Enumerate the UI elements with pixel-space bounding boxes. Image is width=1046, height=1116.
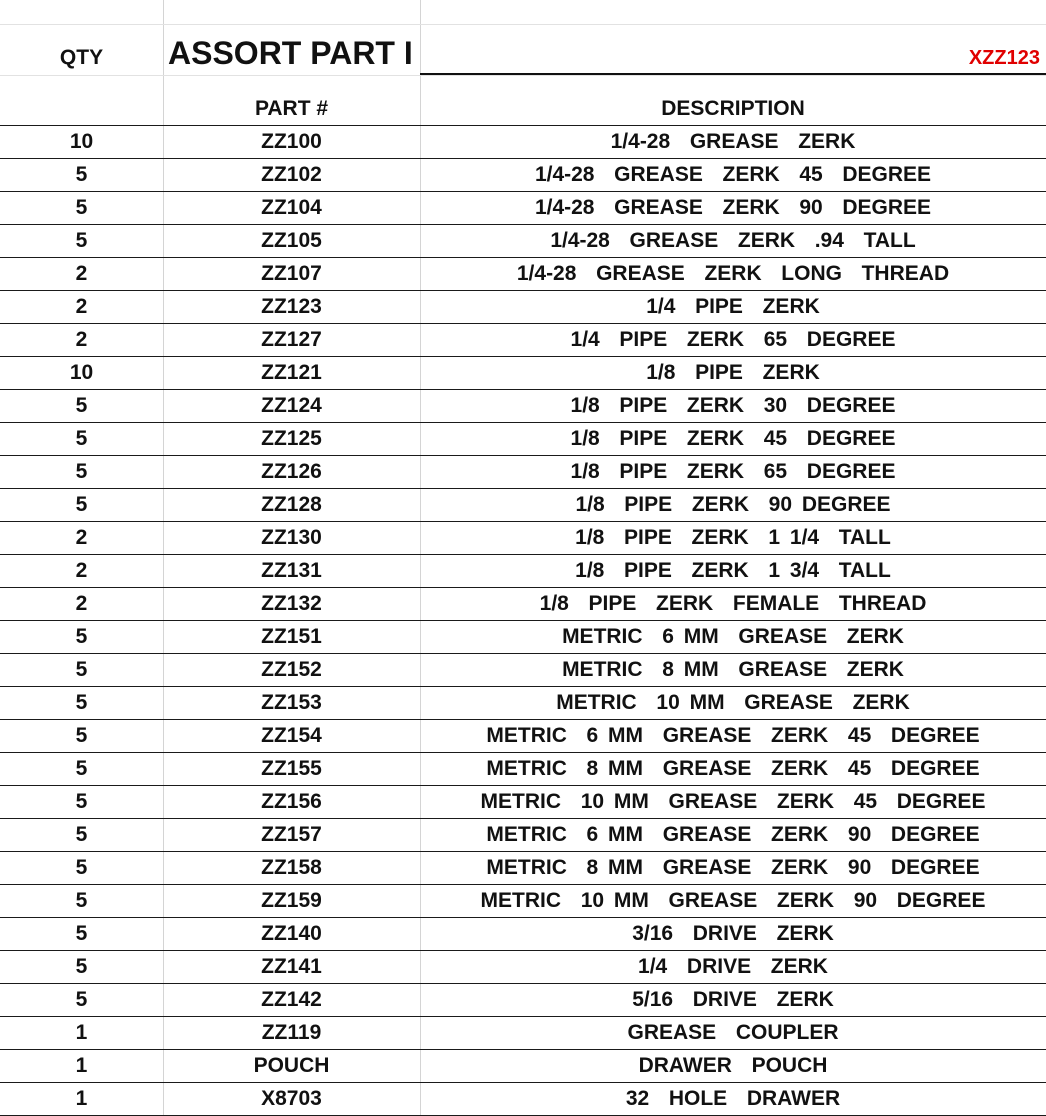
part-number-cell: ZZ140 [261, 922, 322, 945]
qty-cell: 10 [69, 361, 94, 384]
description-cell: METRIC 10 MM GREASE ZERK 90 DEGREE [480, 889, 986, 912]
part-number-cell: ZZ121 [261, 361, 322, 384]
qty-cell: 10 [69, 130, 94, 153]
qty-cell: 5 [75, 724, 88, 747]
part-number-cell: POUCH [253, 1054, 330, 1077]
part-number-cell: ZZ128 [261, 493, 322, 516]
qty-cell: 2 [75, 526, 88, 549]
description-cell: 1/4-28 GREASE ZERK .94 TALL [550, 229, 916, 252]
qty-cell: 5 [75, 658, 88, 681]
qty-cell: 5 [75, 922, 88, 945]
qty-cell: 5 [75, 691, 88, 714]
description-cell: 1/8 PIPE ZERK 1 1/4 TALL [575, 526, 891, 549]
description-cell: METRIC 6 MM GREASE ZERK 90 DEGREE [486, 823, 980, 846]
part-number-cell: ZZ123 [261, 295, 322, 318]
description-cell: 1/8 PIPE ZERK 65 DEGREE [570, 460, 896, 483]
kit-code: XZZ123 [968, 46, 1040, 69]
description-cell: 1/4-28 GREASE ZERK 45 DEGREE [534, 163, 932, 186]
part-number-cell: ZZ157 [261, 823, 322, 846]
part-number-cell: ZZ156 [261, 790, 322, 813]
qty-cell: 2 [75, 328, 88, 351]
qty-cell: 5 [75, 790, 88, 813]
part-number-cell: ZZ159 [261, 889, 322, 912]
description-cell: 1/4-28 GREASE ZERK [610, 130, 856, 153]
qty-cell: 5 [75, 196, 88, 219]
description-cell: 1/4 PIPE ZERK 65 DEGREE [570, 328, 896, 351]
description-cell: METRIC 6 MM GREASE ZERK [562, 625, 904, 648]
part-number-cell: ZZ131 [261, 559, 322, 582]
part-number-cell: ZZ130 [261, 526, 322, 549]
description-cell: 32 HOLE DRAWER [625, 1087, 841, 1110]
qty-cell: 2 [75, 559, 88, 582]
description-header: DESCRIPTION [661, 96, 805, 120]
description-cell: DRAWER POUCH [638, 1054, 828, 1077]
description-cell: 1/8 PIPE ZERK [646, 361, 820, 384]
description-cell: 1/8 PIPE ZERK 90 DEGREE [575, 493, 891, 516]
row-divider [0, 24, 1046, 25]
qty-cell: 1 [75, 1054, 88, 1077]
part-number-cell: ZZ153 [261, 691, 322, 714]
qty-cell: 5 [75, 889, 88, 912]
description-cell: 1/4 PIPE ZERK [646, 295, 820, 318]
qty-cell: 5 [75, 394, 88, 417]
sheet-title: ASSORT PART I [168, 34, 413, 71]
description-cell: 1/4-28 GREASE ZERK 90 DEGREE [534, 196, 932, 219]
description-cell: 1/8 PIPE ZERK 30 DEGREE [570, 394, 896, 417]
qty-cell: 5 [75, 163, 88, 186]
description-cell: GREASE COUPLER [627, 1021, 839, 1044]
qty-cell: 5 [75, 856, 88, 879]
qty-cell: 5 [75, 988, 88, 1011]
part-number-cell: ZZ107 [261, 262, 322, 285]
qty-cell: 2 [75, 262, 88, 285]
qty-cell: 1 [75, 1021, 88, 1044]
part-number-cell: ZZ154 [261, 724, 322, 747]
description-cell: 1/8 PIPE ZERK 1 3/4 TALL [575, 559, 891, 582]
part-number-cell: ZZ142 [261, 988, 322, 1011]
part-number-cell: ZZ152 [261, 658, 322, 681]
part-number-cell: ZZ125 [261, 427, 322, 450]
description-cell: METRIC 8 MM GREASE ZERK [562, 658, 904, 681]
description-cell: 5/16 DRIVE ZERK [632, 988, 834, 1011]
description-cell: 1/4-28 GREASE ZERK LONG THREAD [516, 262, 950, 285]
part-number-cell: ZZ104 [261, 196, 322, 219]
description-cell: METRIC 10 MM GREASE ZERK 45 DEGREE [480, 790, 986, 813]
description-cell: METRIC 6 MM GREASE ZERK 45 DEGREE [486, 724, 980, 747]
part-number-cell: X8703 [261, 1087, 322, 1110]
qty-cell: 5 [75, 427, 88, 450]
qty-cell: 5 [75, 460, 88, 483]
part-number-cell: ZZ105 [261, 229, 322, 252]
qty-cell: 2 [75, 592, 88, 615]
qty-cell: 5 [75, 625, 88, 648]
part-number-header: PART # [254, 96, 329, 120]
part-number-cell: ZZ102 [261, 163, 322, 186]
qty-cell: 5 [75, 493, 88, 516]
description-cell: 3/16 DRIVE ZERK [632, 922, 834, 945]
qty-cell: 5 [75, 823, 88, 846]
qty-cell: 1 [75, 1087, 88, 1110]
qty-cell: 2 [75, 295, 88, 318]
description-cell: METRIC 8 MM GREASE ZERK 90 DEGREE [486, 856, 980, 879]
part-number-cell: ZZ132 [261, 592, 322, 615]
qty-cell: 5 [75, 955, 88, 978]
part-number-cell: ZZ158 [261, 856, 322, 879]
part-number-cell: ZZ100 [261, 130, 322, 153]
description-cell: METRIC 10 MM GREASE ZERK [556, 691, 910, 714]
part-number-cell: ZZ141 [261, 955, 322, 978]
qty-cell: 5 [75, 757, 88, 780]
description-cell: 1/8 PIPE ZERK FEMALE THREAD [539, 592, 927, 615]
description-cell: 1/8 PIPE ZERK 45 DEGREE [570, 427, 896, 450]
part-number-cell: ZZ151 [261, 625, 322, 648]
qty-cell: 5 [75, 229, 88, 252]
part-number-cell: ZZ155 [261, 757, 322, 780]
title-underline [420, 73, 1046, 75]
part-number-cell: ZZ124 [261, 394, 322, 417]
qty-header: QTY [59, 46, 104, 69]
description-cell: 1/4 DRIVE ZERK [638, 955, 828, 978]
part-number-cell: ZZ127 [261, 328, 322, 351]
part-number-cell: ZZ126 [261, 460, 322, 483]
description-cell: METRIC 8 MM GREASE ZERK 45 DEGREE [486, 757, 980, 780]
part-number-cell: ZZ119 [261, 1021, 322, 1044]
